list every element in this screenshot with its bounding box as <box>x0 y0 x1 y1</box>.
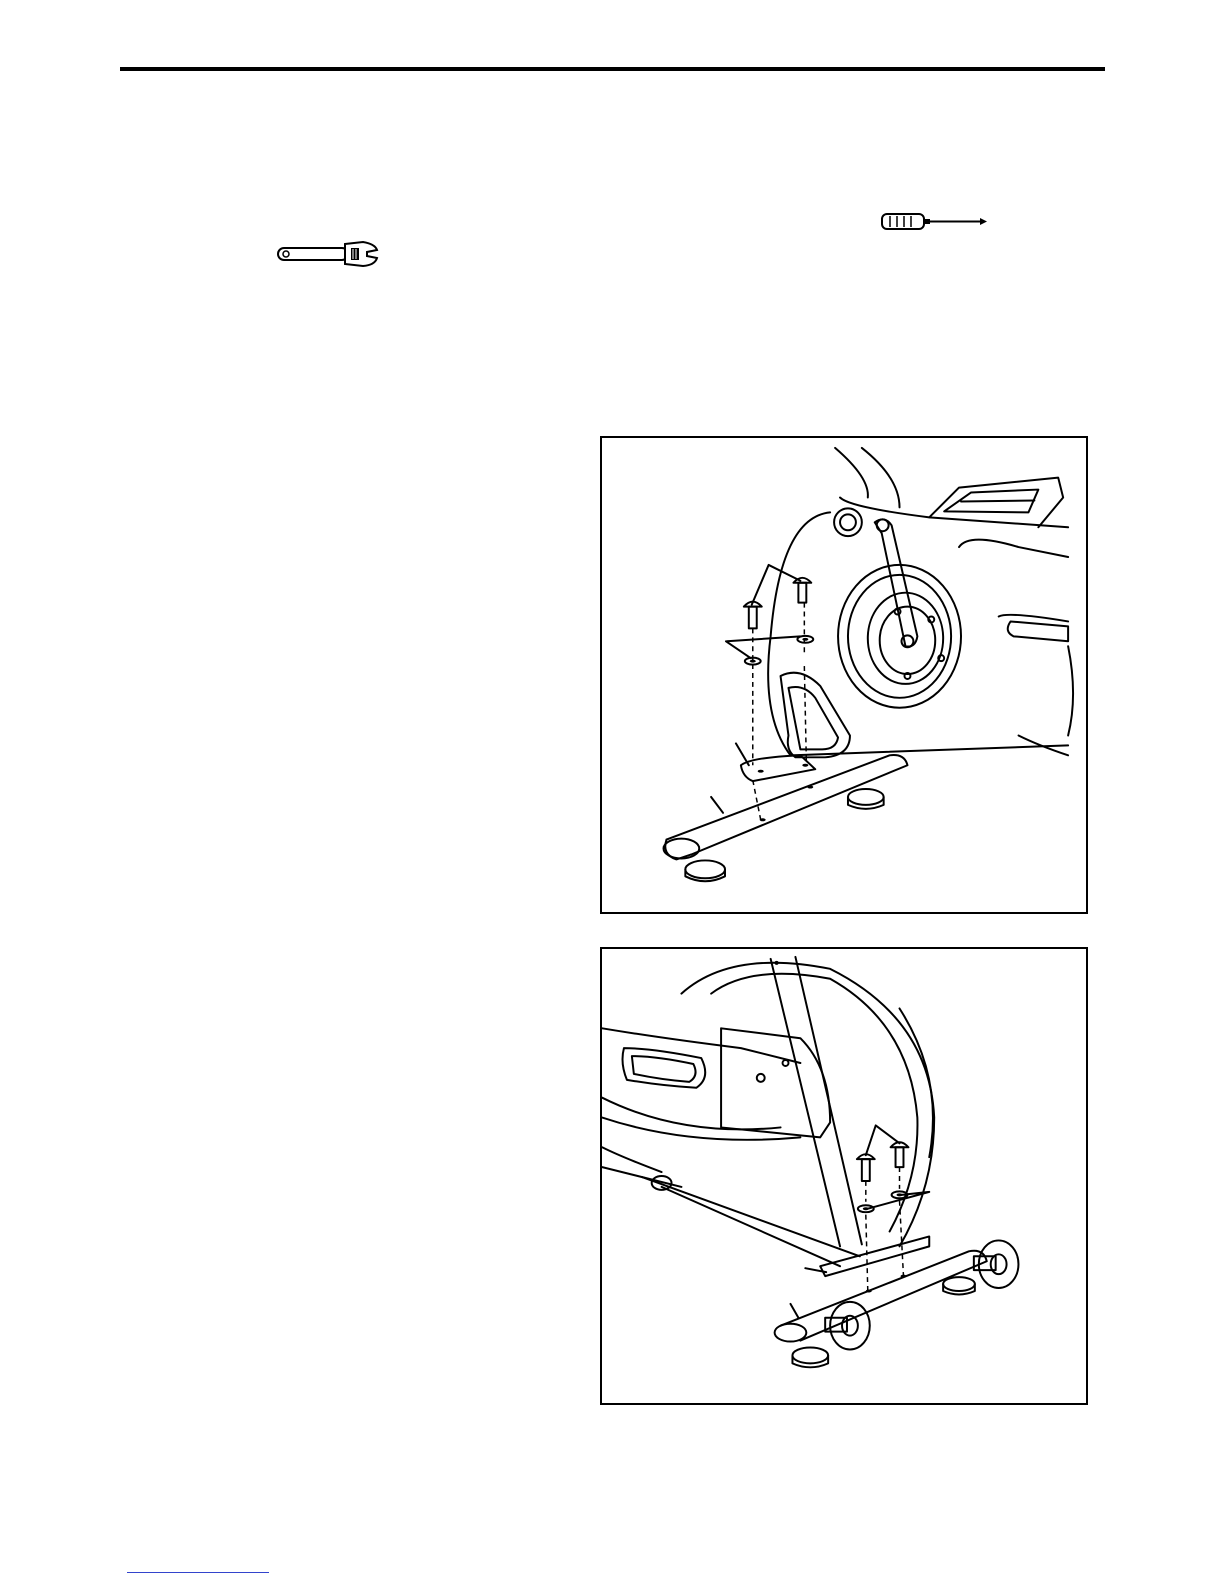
header-rule <box>120 67 1105 71</box>
wrench-icon <box>275 238 385 270</box>
figure-rear-stabilizer <box>600 947 1088 1405</box>
rear-stabilizer-drawing <box>602 949 1086 1403</box>
screwdriver-icon <box>880 210 990 234</box>
figure-front-stabilizer <box>600 436 1088 914</box>
footer-link-underline <box>127 1572 269 1573</box>
front-stabilizer-drawing <box>602 438 1086 912</box>
